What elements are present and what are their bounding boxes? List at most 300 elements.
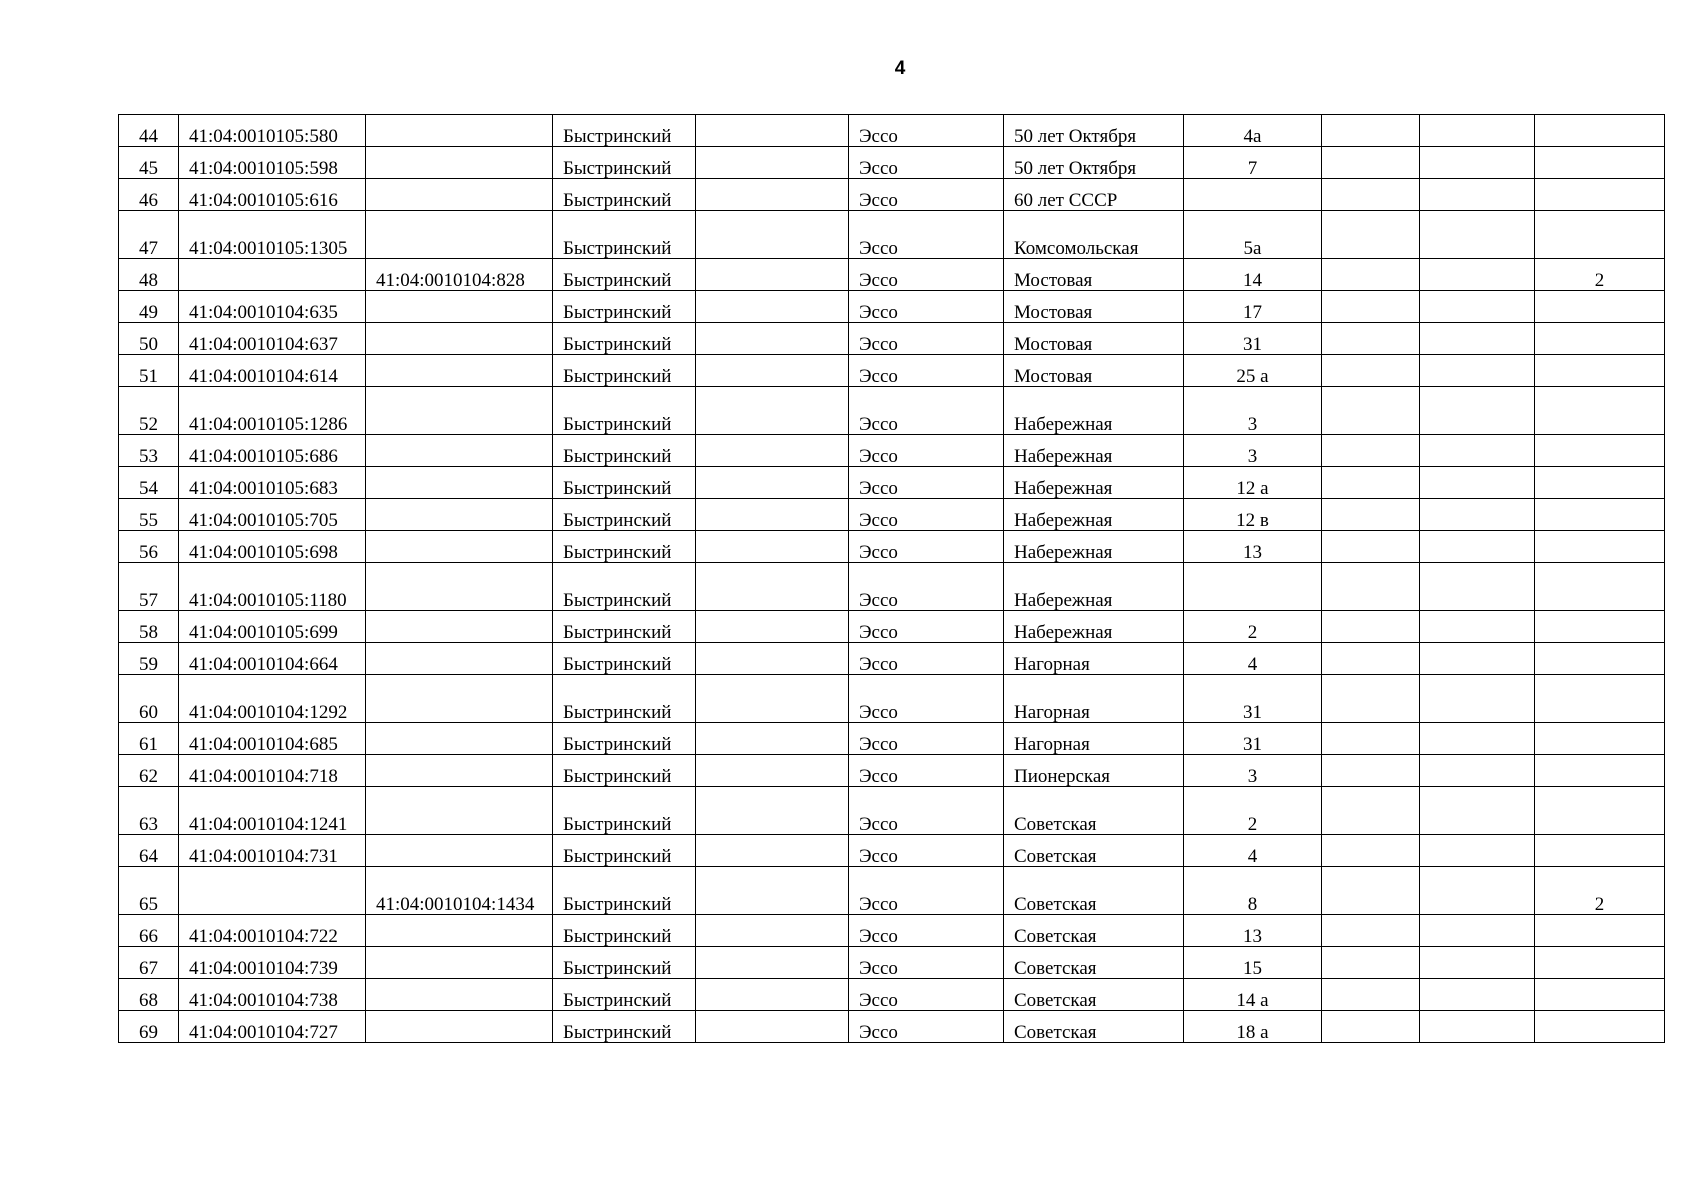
blank-cell bbox=[1420, 755, 1535, 787]
table-row bbox=[119, 115, 1665, 147]
blank-cell bbox=[1322, 787, 1420, 835]
house-number-cell: 13 bbox=[1184, 531, 1322, 563]
row-number-cell: 67 bbox=[119, 947, 179, 979]
cadastral-number-cell: 41:04:0010105:698 bbox=[179, 531, 366, 563]
row-number-cell: 62 bbox=[119, 755, 179, 787]
cadastral-number-alt-cell bbox=[366, 179, 553, 211]
cadastral-number-alt-cell: 41:04:0010104:1434 bbox=[366, 867, 553, 915]
cadastral-number-cell: 41:04:0010105:686 bbox=[179, 435, 366, 467]
cadastral-number-alt-cell bbox=[366, 499, 553, 531]
house-number-cell: 12 а bbox=[1184, 467, 1322, 499]
last-column-cell bbox=[1535, 355, 1665, 387]
blank-cell bbox=[1322, 291, 1420, 323]
blank-cell bbox=[1322, 723, 1420, 755]
cadastral-number-alt-cell bbox=[366, 387, 553, 435]
row-number-cell: 51 bbox=[119, 355, 179, 387]
house-number-cell: 15 bbox=[1184, 947, 1322, 979]
street-cell: Набережная bbox=[1004, 563, 1184, 611]
street-cell: Мостовая bbox=[1004, 323, 1184, 355]
table-row bbox=[119, 915, 1665, 947]
blank-cell bbox=[1322, 499, 1420, 531]
row-number-cell: 56 bbox=[119, 531, 179, 563]
last-column-cell bbox=[1535, 147, 1665, 179]
cadastral-number-cell: 41:04:0010104:685 bbox=[179, 723, 366, 755]
district-cell: Быстринский bbox=[553, 915, 696, 947]
district-cell: Быстринский bbox=[553, 947, 696, 979]
settlement-cell: Эссо bbox=[849, 723, 1004, 755]
district-cell: Быстринский bbox=[553, 147, 696, 179]
cadastral-number-alt-cell bbox=[366, 323, 553, 355]
blank-cell bbox=[1420, 211, 1535, 259]
street-cell: Набережная bbox=[1004, 387, 1184, 435]
house-number-cell: 17 bbox=[1184, 291, 1322, 323]
last-column-cell bbox=[1535, 435, 1665, 467]
settlement-cell: Эссо bbox=[849, 531, 1004, 563]
cadastral-number-alt-cell bbox=[366, 835, 553, 867]
table-row bbox=[119, 147, 1665, 179]
last-column-cell bbox=[1535, 179, 1665, 211]
house-number-cell: 4 bbox=[1184, 835, 1322, 867]
settlement-cell: Эссо bbox=[849, 147, 1004, 179]
house-number-cell: 3 bbox=[1184, 755, 1322, 787]
row-number-cell: 61 bbox=[119, 723, 179, 755]
blank-cell bbox=[696, 147, 849, 179]
blank-cell bbox=[1420, 531, 1535, 563]
district-cell: Быстринский bbox=[553, 435, 696, 467]
table-row bbox=[119, 835, 1665, 867]
blank-cell bbox=[1420, 499, 1535, 531]
street-cell: Советская bbox=[1004, 1011, 1184, 1043]
blank-cell bbox=[1420, 915, 1535, 947]
street-cell: Советская bbox=[1004, 867, 1184, 915]
last-column-cell bbox=[1535, 643, 1665, 675]
blank-cell bbox=[1420, 787, 1535, 835]
last-column-cell bbox=[1535, 323, 1665, 355]
table-row bbox=[119, 531, 1665, 563]
row-number-cell: 47 bbox=[119, 211, 179, 259]
cadastral-number-cell: 41:04:0010104:727 bbox=[179, 1011, 366, 1043]
cadastral-number-alt-cell bbox=[366, 211, 553, 259]
house-number-cell: 25 а bbox=[1184, 355, 1322, 387]
row-number-cell: 53 bbox=[119, 435, 179, 467]
blank-cell bbox=[1322, 611, 1420, 643]
blank-cell bbox=[696, 867, 849, 915]
last-column-cell bbox=[1535, 291, 1665, 323]
blank-cell bbox=[696, 1011, 849, 1043]
blank-cell bbox=[696, 259, 849, 291]
row-number-cell: 66 bbox=[119, 915, 179, 947]
street-cell: Набережная bbox=[1004, 611, 1184, 643]
cadastral-number-alt-cell bbox=[366, 147, 553, 179]
table-row bbox=[119, 563, 1665, 611]
table-row bbox=[119, 867, 1665, 915]
cadastral-number-alt-cell bbox=[366, 355, 553, 387]
house-number-cell: 18 а bbox=[1184, 1011, 1322, 1043]
row-number-cell: 57 bbox=[119, 563, 179, 611]
settlement-cell: Эссо bbox=[849, 211, 1004, 259]
blank-cell bbox=[1322, 115, 1420, 147]
cadastral-number-cell: 41:04:0010105:683 bbox=[179, 467, 366, 499]
cadastral-number-alt-cell bbox=[366, 531, 553, 563]
cadastral-number-alt-cell bbox=[366, 467, 553, 499]
settlement-cell: Эссо bbox=[849, 467, 1004, 499]
house-number-cell: 7 bbox=[1184, 147, 1322, 179]
table-row bbox=[119, 499, 1665, 531]
cadastral-number-alt-cell: 41:04:0010104:828 bbox=[366, 259, 553, 291]
blank-cell bbox=[696, 611, 849, 643]
blank-cell bbox=[696, 435, 849, 467]
cadastral-number-cell: 41:04:0010104:637 bbox=[179, 323, 366, 355]
cadastral-number-cell: 41:04:0010104:731 bbox=[179, 835, 366, 867]
table-row bbox=[119, 947, 1665, 979]
district-cell: Быстринский bbox=[553, 499, 696, 531]
row-number-cell: 52 bbox=[119, 387, 179, 435]
row-number-cell: 49 bbox=[119, 291, 179, 323]
cadastral-number-cell: 41:04:0010104:718 bbox=[179, 755, 366, 787]
registry-table-body bbox=[119, 115, 1665, 1043]
blank-cell bbox=[1322, 323, 1420, 355]
street-cell: 50 лет Октября bbox=[1004, 115, 1184, 147]
district-cell: Быстринский bbox=[553, 755, 696, 787]
settlement-cell: Эссо bbox=[849, 947, 1004, 979]
blank-cell bbox=[1420, 835, 1535, 867]
district-cell: Быстринский bbox=[553, 723, 696, 755]
settlement-cell: Эссо bbox=[849, 563, 1004, 611]
district-cell: Быстринский bbox=[553, 835, 696, 867]
cadastral-number-cell: 41:04:0010104:722 bbox=[179, 915, 366, 947]
blank-cell bbox=[1420, 115, 1535, 147]
blank-cell bbox=[1322, 979, 1420, 1011]
blank-cell bbox=[1322, 259, 1420, 291]
house-number-cell: 3 bbox=[1184, 387, 1322, 435]
street-cell: Советская bbox=[1004, 947, 1184, 979]
cadastral-number-cell: 41:04:0010105:1286 bbox=[179, 387, 366, 435]
blank-cell bbox=[696, 563, 849, 611]
house-number-cell: 2 bbox=[1184, 611, 1322, 643]
house-number-cell: 5а bbox=[1184, 211, 1322, 259]
settlement-cell: Эссо bbox=[849, 787, 1004, 835]
blank-cell bbox=[1420, 323, 1535, 355]
table-row bbox=[119, 979, 1665, 1011]
settlement-cell: Эссо bbox=[849, 611, 1004, 643]
cadastral-number-alt-cell bbox=[366, 563, 553, 611]
cadastral-number-alt-cell bbox=[366, 643, 553, 675]
table-row bbox=[119, 611, 1665, 643]
blank-cell bbox=[696, 387, 849, 435]
cadastral-number-cell bbox=[179, 259, 366, 291]
blank-cell bbox=[696, 531, 849, 563]
table-row bbox=[119, 755, 1665, 787]
row-number-cell: 59 bbox=[119, 643, 179, 675]
blank-cell bbox=[1322, 435, 1420, 467]
blank-cell bbox=[1322, 867, 1420, 915]
blank-cell bbox=[1420, 147, 1535, 179]
row-number-cell: 45 bbox=[119, 147, 179, 179]
blank-cell bbox=[696, 467, 849, 499]
district-cell: Быстринский bbox=[553, 643, 696, 675]
last-column-cell: 2 bbox=[1535, 259, 1665, 291]
district-cell: Быстринский bbox=[553, 259, 696, 291]
last-column-cell bbox=[1535, 563, 1665, 611]
district-cell: Быстринский bbox=[553, 675, 696, 723]
street-cell: 50 лет Октября bbox=[1004, 147, 1184, 179]
street-cell: Мостовая bbox=[1004, 355, 1184, 387]
street-cell: Нагорная bbox=[1004, 643, 1184, 675]
district-cell: Быстринский bbox=[553, 867, 696, 915]
settlement-cell: Эссо bbox=[849, 675, 1004, 723]
cadastral-number-alt-cell bbox=[366, 723, 553, 755]
blank-cell bbox=[1322, 1011, 1420, 1043]
blank-cell bbox=[1420, 611, 1535, 643]
table-row bbox=[119, 179, 1665, 211]
table-row bbox=[119, 387, 1665, 435]
last-column-cell bbox=[1535, 115, 1665, 147]
settlement-cell: Эссо bbox=[849, 979, 1004, 1011]
house-number-cell: 12 в bbox=[1184, 499, 1322, 531]
district-cell: Быстринский bbox=[553, 563, 696, 611]
table-row bbox=[119, 211, 1665, 259]
street-cell: Мостовая bbox=[1004, 259, 1184, 291]
last-column-cell bbox=[1535, 947, 1665, 979]
row-number-cell: 60 bbox=[119, 675, 179, 723]
house-number-cell: 31 bbox=[1184, 323, 1322, 355]
street-cell: Набережная bbox=[1004, 499, 1184, 531]
house-number-cell: 8 bbox=[1184, 867, 1322, 915]
blank-cell bbox=[1420, 643, 1535, 675]
row-number-cell: 50 bbox=[119, 323, 179, 355]
blank-cell bbox=[696, 835, 849, 867]
blank-cell bbox=[1322, 147, 1420, 179]
table-row bbox=[119, 675, 1665, 723]
house-number-cell: 14 bbox=[1184, 259, 1322, 291]
street-cell: 60 лет СССР bbox=[1004, 179, 1184, 211]
blank-cell bbox=[696, 947, 849, 979]
blank-cell bbox=[1322, 835, 1420, 867]
cadastral-number-cell: 41:04:0010105:598 bbox=[179, 147, 366, 179]
row-number-cell: 54 bbox=[119, 467, 179, 499]
district-cell: Быстринский bbox=[553, 387, 696, 435]
street-cell: Нагорная bbox=[1004, 675, 1184, 723]
cadastral-number-cell: 41:04:0010104:739 bbox=[179, 947, 366, 979]
cadastral-number-cell: 41:04:0010105:1180 bbox=[179, 563, 366, 611]
blank-cell bbox=[1322, 643, 1420, 675]
settlement-cell: Эссо bbox=[849, 435, 1004, 467]
row-number-cell: 46 bbox=[119, 179, 179, 211]
blank-cell bbox=[1420, 979, 1535, 1011]
cadastral-number-alt-cell bbox=[366, 115, 553, 147]
blank-cell bbox=[1322, 915, 1420, 947]
row-number-cell: 55 bbox=[119, 499, 179, 531]
cadastral-number-alt-cell bbox=[366, 291, 553, 323]
last-column-cell: 2 bbox=[1535, 867, 1665, 915]
settlement-cell: Эссо bbox=[849, 915, 1004, 947]
settlement-cell: Эссо bbox=[849, 179, 1004, 211]
street-cell: Советская bbox=[1004, 835, 1184, 867]
district-cell: Быстринский bbox=[553, 179, 696, 211]
blank-cell bbox=[1322, 355, 1420, 387]
cadastral-number-cell: 41:04:0010104:1241 bbox=[179, 787, 366, 835]
settlement-cell: Эссо bbox=[849, 259, 1004, 291]
street-cell: Пионерская bbox=[1004, 755, 1184, 787]
last-column-cell bbox=[1535, 979, 1665, 1011]
last-column-cell bbox=[1535, 787, 1665, 835]
table-row bbox=[119, 467, 1665, 499]
cadastral-number-cell: 41:04:0010105:580 bbox=[179, 115, 366, 147]
district-cell: Быстринский bbox=[553, 211, 696, 259]
table-row bbox=[119, 435, 1665, 467]
street-cell: Советская bbox=[1004, 787, 1184, 835]
street-cell: Набережная bbox=[1004, 531, 1184, 563]
blank-cell bbox=[696, 355, 849, 387]
blank-cell bbox=[696, 643, 849, 675]
blank-cell bbox=[1322, 467, 1420, 499]
blank-cell bbox=[1420, 387, 1535, 435]
page-number: 4 bbox=[894, 58, 906, 79]
settlement-cell: Эссо bbox=[849, 355, 1004, 387]
last-column-cell bbox=[1535, 675, 1665, 723]
street-cell: Комсомольская bbox=[1004, 211, 1184, 259]
blank-cell bbox=[1322, 675, 1420, 723]
blank-cell bbox=[1420, 563, 1535, 611]
blank-cell bbox=[1322, 179, 1420, 211]
district-cell: Быстринский bbox=[553, 531, 696, 563]
last-column-cell bbox=[1535, 467, 1665, 499]
settlement-cell: Эссо bbox=[849, 115, 1004, 147]
house-number-cell: 4 bbox=[1184, 643, 1322, 675]
blank-cell bbox=[696, 323, 849, 355]
street-cell: Советская bbox=[1004, 979, 1184, 1011]
row-number-cell: 44 bbox=[119, 115, 179, 147]
house-number-cell: 3 bbox=[1184, 435, 1322, 467]
cadastral-number-cell: 41:04:0010104:614 bbox=[179, 355, 366, 387]
settlement-cell: Эссо bbox=[849, 643, 1004, 675]
cadastral-number-alt-cell bbox=[366, 611, 553, 643]
blank-cell bbox=[1322, 947, 1420, 979]
settlement-cell: Эссо bbox=[849, 835, 1004, 867]
table-row bbox=[119, 723, 1665, 755]
table-row bbox=[119, 1011, 1665, 1043]
registry-table bbox=[118, 114, 1665, 1043]
street-cell: Нагорная bbox=[1004, 723, 1184, 755]
cadastral-number-cell: 41:04:0010104:664 bbox=[179, 643, 366, 675]
district-cell: Быстринский bbox=[553, 323, 696, 355]
house-number-cell: 4а bbox=[1184, 115, 1322, 147]
row-number-cell: 48 bbox=[119, 259, 179, 291]
last-column-cell bbox=[1535, 211, 1665, 259]
street-cell: Набережная bbox=[1004, 467, 1184, 499]
cadastral-number-cell bbox=[179, 867, 366, 915]
blank-cell bbox=[1420, 435, 1535, 467]
last-column-cell bbox=[1535, 915, 1665, 947]
house-number-cell: 14 а bbox=[1184, 979, 1322, 1011]
blank-cell bbox=[696, 915, 849, 947]
settlement-cell: Эссо bbox=[849, 755, 1004, 787]
row-number-cell: 58 bbox=[119, 611, 179, 643]
blank-cell bbox=[696, 211, 849, 259]
table-row bbox=[119, 291, 1665, 323]
blank-cell bbox=[1420, 867, 1535, 915]
settlement-cell: Эссо bbox=[849, 867, 1004, 915]
last-column-cell bbox=[1535, 531, 1665, 563]
cadastral-number-cell: 41:04:0010104:1292 bbox=[179, 675, 366, 723]
blank-cell bbox=[1322, 755, 1420, 787]
blank-cell bbox=[1420, 291, 1535, 323]
last-column-cell bbox=[1535, 387, 1665, 435]
settlement-cell: Эссо bbox=[849, 387, 1004, 435]
blank-cell bbox=[696, 755, 849, 787]
row-number-cell: 65 bbox=[119, 867, 179, 915]
district-cell: Быстринский bbox=[553, 467, 696, 499]
blank-cell bbox=[1322, 563, 1420, 611]
house-number-cell: 31 bbox=[1184, 675, 1322, 723]
district-cell: Быстринский bbox=[553, 787, 696, 835]
table-row bbox=[119, 787, 1665, 835]
blank-cell bbox=[696, 979, 849, 1011]
blank-cell bbox=[696, 115, 849, 147]
street-cell: Набережная bbox=[1004, 435, 1184, 467]
last-column-cell bbox=[1535, 755, 1665, 787]
table-row bbox=[119, 259, 1665, 291]
blank-cell bbox=[696, 787, 849, 835]
row-number-cell: 68 bbox=[119, 979, 179, 1011]
blank-cell bbox=[1420, 1011, 1535, 1043]
blank-cell bbox=[1420, 947, 1535, 979]
cadastral-number-alt-cell bbox=[366, 435, 553, 467]
district-cell: Быстринский bbox=[553, 115, 696, 147]
cadastral-number-alt-cell bbox=[366, 979, 553, 1011]
blank-cell bbox=[696, 723, 849, 755]
table-row bbox=[119, 323, 1665, 355]
row-number-cell: 64 bbox=[119, 835, 179, 867]
district-cell: Быстринский bbox=[553, 1011, 696, 1043]
cadastral-number-cell: 41:04:0010105:699 bbox=[179, 611, 366, 643]
blank-cell bbox=[696, 675, 849, 723]
cadastral-number-alt-cell bbox=[366, 755, 553, 787]
district-cell: Быстринский bbox=[553, 611, 696, 643]
cadastral-number-alt-cell bbox=[366, 915, 553, 947]
cadastral-number-cell: 41:04:0010105:616 bbox=[179, 179, 366, 211]
blank-cell bbox=[1420, 355, 1535, 387]
street-cell: Мостовая bbox=[1004, 291, 1184, 323]
row-number-cell: 69 bbox=[119, 1011, 179, 1043]
row-number-cell: 63 bbox=[119, 787, 179, 835]
cadastral-number-cell: 41:04:0010104:635 bbox=[179, 291, 366, 323]
blank-cell bbox=[696, 179, 849, 211]
house-number-cell: 2 bbox=[1184, 787, 1322, 835]
last-column-cell bbox=[1535, 723, 1665, 755]
cadastral-number-alt-cell bbox=[366, 675, 553, 723]
last-column-cell bbox=[1535, 611, 1665, 643]
table-row bbox=[119, 355, 1665, 387]
cadastral-number-cell: 41:04:0010105:1305 bbox=[179, 211, 366, 259]
blank-cell bbox=[1322, 211, 1420, 259]
blank-cell bbox=[1420, 259, 1535, 291]
cadastral-number-cell: 41:04:0010105:705 bbox=[179, 499, 366, 531]
last-column-cell bbox=[1535, 499, 1665, 531]
settlement-cell: Эссо bbox=[849, 499, 1004, 531]
house-number-cell: 13 bbox=[1184, 915, 1322, 947]
cadastral-number-alt-cell bbox=[366, 947, 553, 979]
settlement-cell: Эссо bbox=[849, 323, 1004, 355]
street-cell: Советская bbox=[1004, 915, 1184, 947]
last-column-cell bbox=[1535, 835, 1665, 867]
table-row bbox=[119, 643, 1665, 675]
district-cell: Быстринский bbox=[553, 979, 696, 1011]
district-cell: Быстринский bbox=[553, 355, 696, 387]
cadastral-number-cell: 41:04:0010104:738 bbox=[179, 979, 366, 1011]
blank-cell bbox=[1322, 387, 1420, 435]
blank-cell bbox=[1420, 723, 1535, 755]
